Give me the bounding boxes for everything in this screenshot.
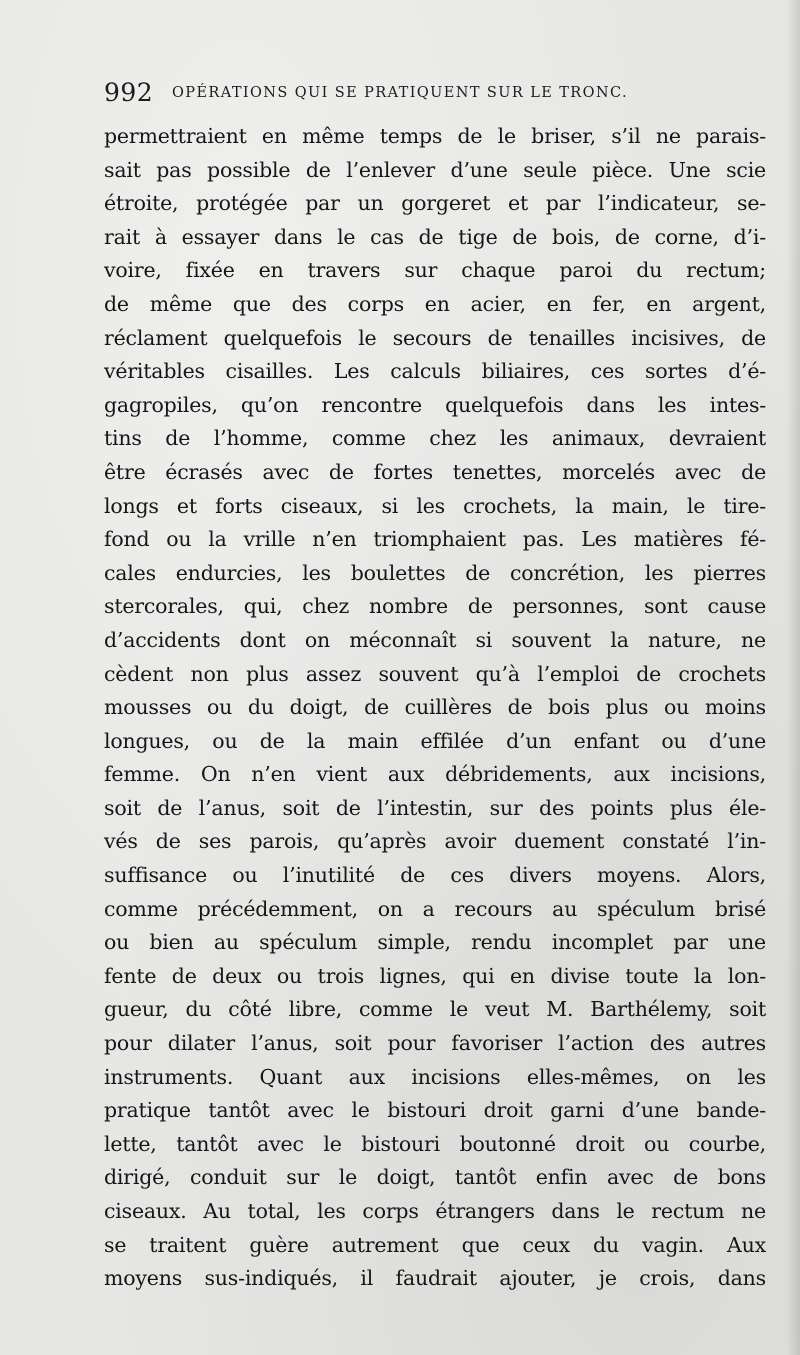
body-text xyxy=(104,120,766,1296)
text-line: lette, tantôt avec le bistouri boutonné droit ou courbe, xyxy=(104,1131,766,1156)
text-line: femme. On n’en vient aux débridements, aux incisions, xyxy=(104,762,766,787)
text-line: dirigé, conduit sur le doigt, tantôt enfin avec de bons xyxy=(104,1165,766,1190)
page-number: 992 xyxy=(104,78,154,107)
text-line: cales endurcies, les boulettes de concrétion, les pierres xyxy=(104,560,766,585)
text-line: tins de l’homme, comme chez les animaux, devraient xyxy=(104,426,766,451)
page-edge-shadow xyxy=(786,0,800,1355)
text-line: se traitent guère autrement que ceux du vagin. Aux xyxy=(104,1232,766,1257)
text-line: ciseaux. Au total, les corps étrangers dans le rectum ne xyxy=(104,1199,766,1223)
text-line: rait à essayer dans le cas de tige de bois, de corne, d’i- xyxy=(104,224,766,249)
text-line: moyens sus-indiqués, il faudrait ajouter, je crois, dans xyxy=(104,1266,766,1291)
text-line: vés de ses parois, qu’après avoir duement constaté l’in- xyxy=(104,829,766,854)
text-line: de même que des corps en acier, en fer, en argent, xyxy=(104,291,766,316)
text-line: soit de l’anus, soit de l’intestin, sur des points plus éle- xyxy=(104,795,766,820)
text-line: longues, ou de la main effilée d’un enfant ou d’une xyxy=(104,728,766,753)
text-line: stercorales, qui, chez nombre de personnes, sont cause xyxy=(104,594,766,619)
text-line: fond ou la vrille n’en triomphaient pas. Les matières fé- xyxy=(104,527,766,552)
text-line: réclament quelquefois le secours de tenailles incisives, de xyxy=(104,325,766,350)
text-line: véritables cisailles. Les calculs biliaires, ces sortes d’é- xyxy=(104,359,766,384)
text-line: d’accidents dont on méconnaît si souvent la nature, ne xyxy=(104,627,766,652)
text-line: cèdent non plus assez souvent qu’à l’emploi de crochets xyxy=(104,661,766,686)
text-line: pratique tantôt avec le bistouri droit garni d’une bande- xyxy=(104,1098,766,1123)
text-line: comme précédemment, on a recours au spéculum brisé xyxy=(104,896,766,921)
text-line: sait pas possible de l’enlever d’une seule pièce. Une scie xyxy=(104,157,766,182)
running-title: OPÉRATIONS QUI SE PRATIQUENT SUR LE TRONC. xyxy=(172,85,628,101)
text-line: mousses ou du doigt, de cuillères de bois plus ou moins xyxy=(104,695,766,720)
text-line: pour dilater l’anus, soit pour favoriser l’action des autres xyxy=(104,1031,766,1056)
text-line: gueur, du côté libre, comme le veut M. Barthélemy, soit xyxy=(104,997,766,1022)
text-line: permettraient en même temps de le briser, s’il ne parais- xyxy=(104,124,766,148)
text-line: voire, fixée en travers sur chaque paroi du rectum; xyxy=(104,258,766,283)
text-line: être écrasés avec de fortes tenettes, morcelés avec de xyxy=(104,459,766,484)
text-line: longs et forts ciseaux, si les crochets, la main, le tire- xyxy=(104,493,766,518)
text-line: étroite, protégée par un gorgeret et par l’indicateur, se- xyxy=(104,191,766,216)
text-line: instruments. Quant aux incisions elles-mêmes, on les xyxy=(104,1064,766,1089)
text-line: ou bien au spéculum simple, rendu incomplet par une xyxy=(104,930,766,955)
running-head xyxy=(104,78,764,108)
text-line: suffisance ou l’inutilité de ces divers moyens. Alors, xyxy=(104,863,766,888)
text-line: fente de deux ou trois lignes, qui en divise toute la lon- xyxy=(104,963,766,988)
text-line: gagropiles, qu’on rencontre quelquefois dans les intes- xyxy=(104,392,766,417)
